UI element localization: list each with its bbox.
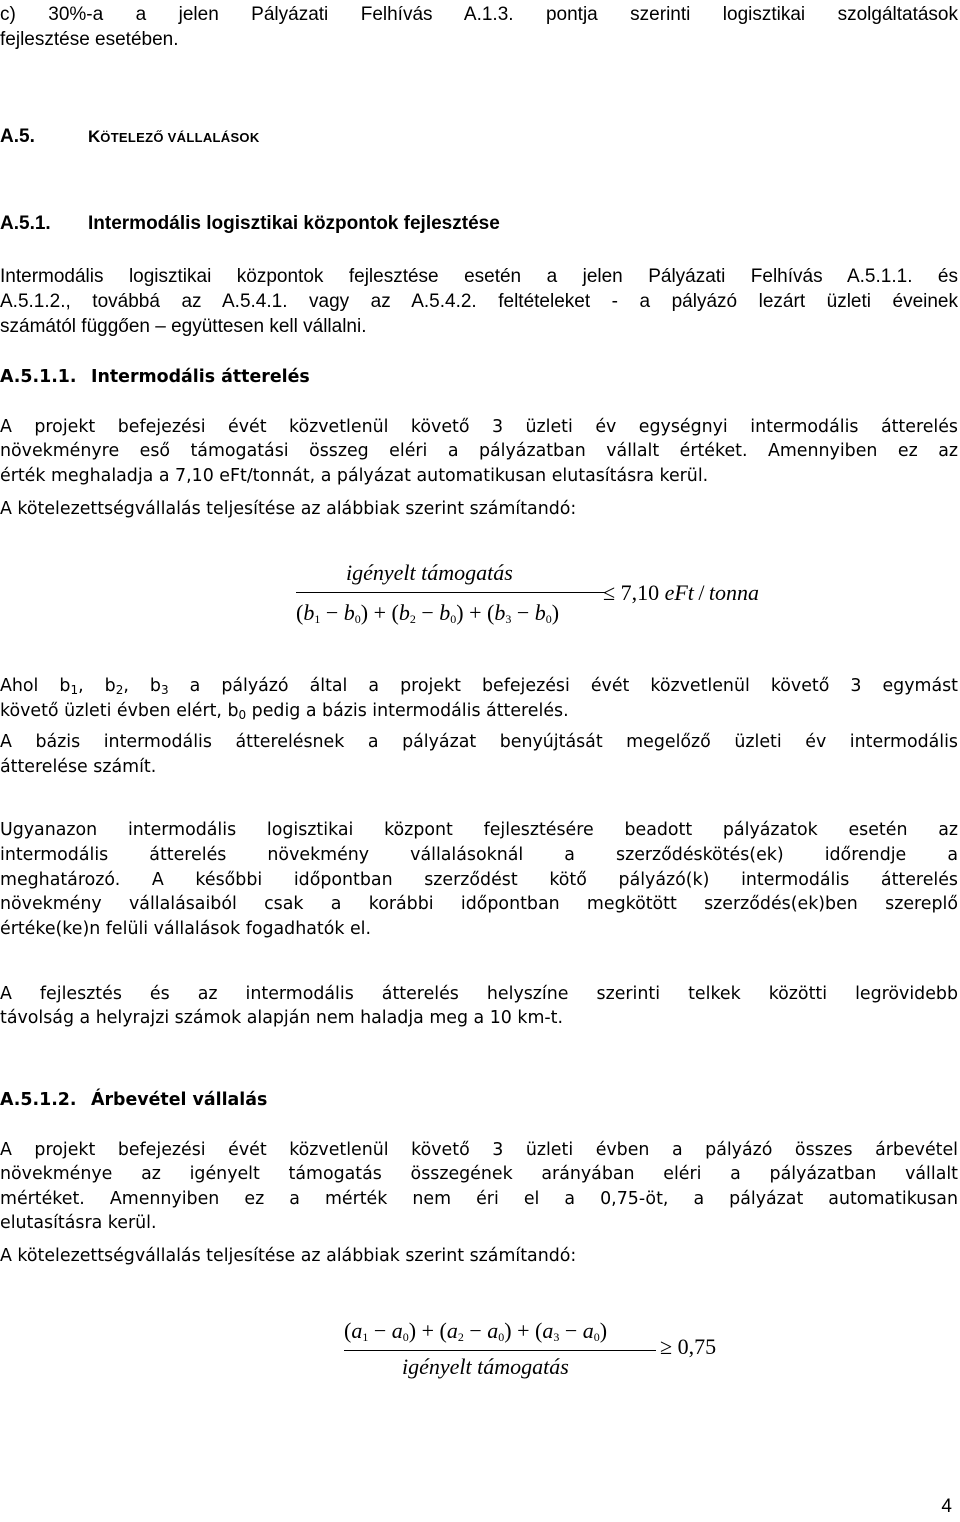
para-ugyanazon-line-5: értéke(ke)n felüli vállalások fogadhatók el.	[0, 919, 372, 939]
heading-a511	[0, 365, 958, 389]
para-bazis-line-2: átterelése számít.	[0, 757, 157, 777]
para-a512-line-1: A projekt befejezési évét közvetlenül követő 3 üzleti évben a pályázó összes árbevétel	[0, 1140, 958, 1160]
heading-a51-number: A.5.1.	[0, 213, 51, 234]
para-a511-2: A kötelezettségvállalás teljesítése az alábbiak szerint számítandó:	[0, 499, 577, 519]
heading-a511-title: Intermodális átterelés	[91, 367, 310, 387]
para-fejlesztes-line-2: távolság a helyrajzi számok alapján nem haladja meg a 10 km-t.	[0, 1008, 564, 1028]
para-a511-line-3: érték meghaladja a 7,10 eFt/tonnát, a pályázat automatikusan elutasításra kerül.	[0, 466, 709, 486]
formula-2-numerator: $(a_1 - a_0) + (a_2 - a_0) + (a_3 - a_0)$	[344, 1318, 608, 1344]
intro-line-2: fejlesztése esetében.	[0, 29, 179, 50]
heading-a51	[0, 211, 958, 236]
para-ugyanazon-line-1: Ugyanazon intermodális logisztikai központ fejlesztésére beadott pályázatok esetén az	[0, 820, 958, 840]
heading-a5-title: ÖTELEZŐ VÁLLALÁSOK	[100, 130, 260, 145]
para-ahol-line-2: követő üzleti évben elért, $b_0$ pedig a bázis intermodális átterelés.	[0, 701, 569, 722]
para-bazis-line-1: A bázis intermodális átterelésnek a pályázat benyújtását megelőző üzleti év intermodális	[0, 732, 958, 752]
formula-1-fraction-line	[296, 592, 606, 593]
page-number: 4	[941, 1496, 952, 1517]
formula-1-numerator: igényelt támogatás	[346, 560, 513, 585]
para-a51-line-2: A.5.1.2., továbbá az A.5.4.1. vagy az A.5.4.2. feltételeket - a pályázó lezárt üzleti éveinek	[0, 291, 958, 312]
intro-line-1: c) 30%-a a jelen Pályázati Felhívás A.1.3. pontja szerinti logisztikai szolgáltatások	[0, 4, 958, 25]
formula-2-rhs: ≥ 0,75	[660, 1334, 717, 1359]
heading-a512	[0, 1088, 958, 1112]
heading-a512-number: A.5.1.2.	[0, 1090, 77, 1110]
para-a512-2: A kötelezettségvállalás teljesítése az alábbiak szerint számítandó:	[0, 1246, 577, 1266]
para-a51-line-1: Intermodális logisztikai központok fejlesztése esetén a jelen Pályázati Felhívás A.5.1.1. és	[0, 266, 958, 287]
para-a511-line-2: növekményre eső támogatási összeg eléri a pályázatban vállalt értéket. Amennyiben ez az	[0, 441, 958, 461]
heading-a511-number: A.5.1.1.	[0, 367, 77, 387]
para-a512-line-2: növekménye az igényelt támogatás összegének arányában eléri a pályázatban vállalt	[0, 1164, 958, 1184]
para-a512-line-4: elutasításra kerül.	[0, 1213, 157, 1233]
para-a512-line-3: mértéket. Amennyiben ez a mérték nem éri el a 0,75-öt, a pályázat automatikusan	[0, 1189, 958, 1209]
para-ahol-line-1: Ahol $b_1$, $b_2$, $b_3$ a pályázó által a projekt befejezési évét közvetlenül követő 3 egymást	[0, 676, 958, 697]
para-ugyanazon-line-2: intermodális átterelés növekmény vállalásoknál a szerződéskötés(ek) időrendje a	[0, 845, 958, 865]
heading-a512-title: Árbevétel vállalás	[91, 1090, 268, 1110]
para-ugyanazon-line-4: növekmény vállalásaiból csak a korábbi időpontban megkötött szerződés(ek)ben szereplő	[0, 894, 958, 914]
heading-a5	[0, 124, 958, 150]
para-a511-line-1: A projekt befejezési évét közvetlenül követő 3 üzleti év egységnyi intermodális átterelés	[0, 417, 958, 437]
formula-1-denominator: $(b_1 - b_0) + (b_2 - b_0) + (b_3 - b_0)$	[296, 600, 560, 626]
para-fejlesztes-line-1: A fejlesztés és az intermodális átterelés helyszíne szerinti telkek közötti legrövidebb	[0, 984, 958, 1004]
formula-2-denominator: igényelt támogatás	[402, 1354, 569, 1379]
heading-a5-number: A.5.	[0, 126, 35, 147]
heading-a5-cap: K	[88, 127, 101, 146]
heading-a51-title: Intermodális logisztikai központok fejlesztése	[88, 213, 500, 234]
para-ugyanazon-line-3: meghatározó. A későbbi időpontban szerződést kötő pályázó(k) intermodális átterelés	[0, 870, 958, 890]
formula-2-fraction-line	[344, 1350, 656, 1351]
formula-1-rhs: ≤ 7,10 eFt / tonna	[603, 580, 759, 605]
para-a51-line-3: számától függően – együttesen kell vállalni.	[0, 316, 367, 337]
